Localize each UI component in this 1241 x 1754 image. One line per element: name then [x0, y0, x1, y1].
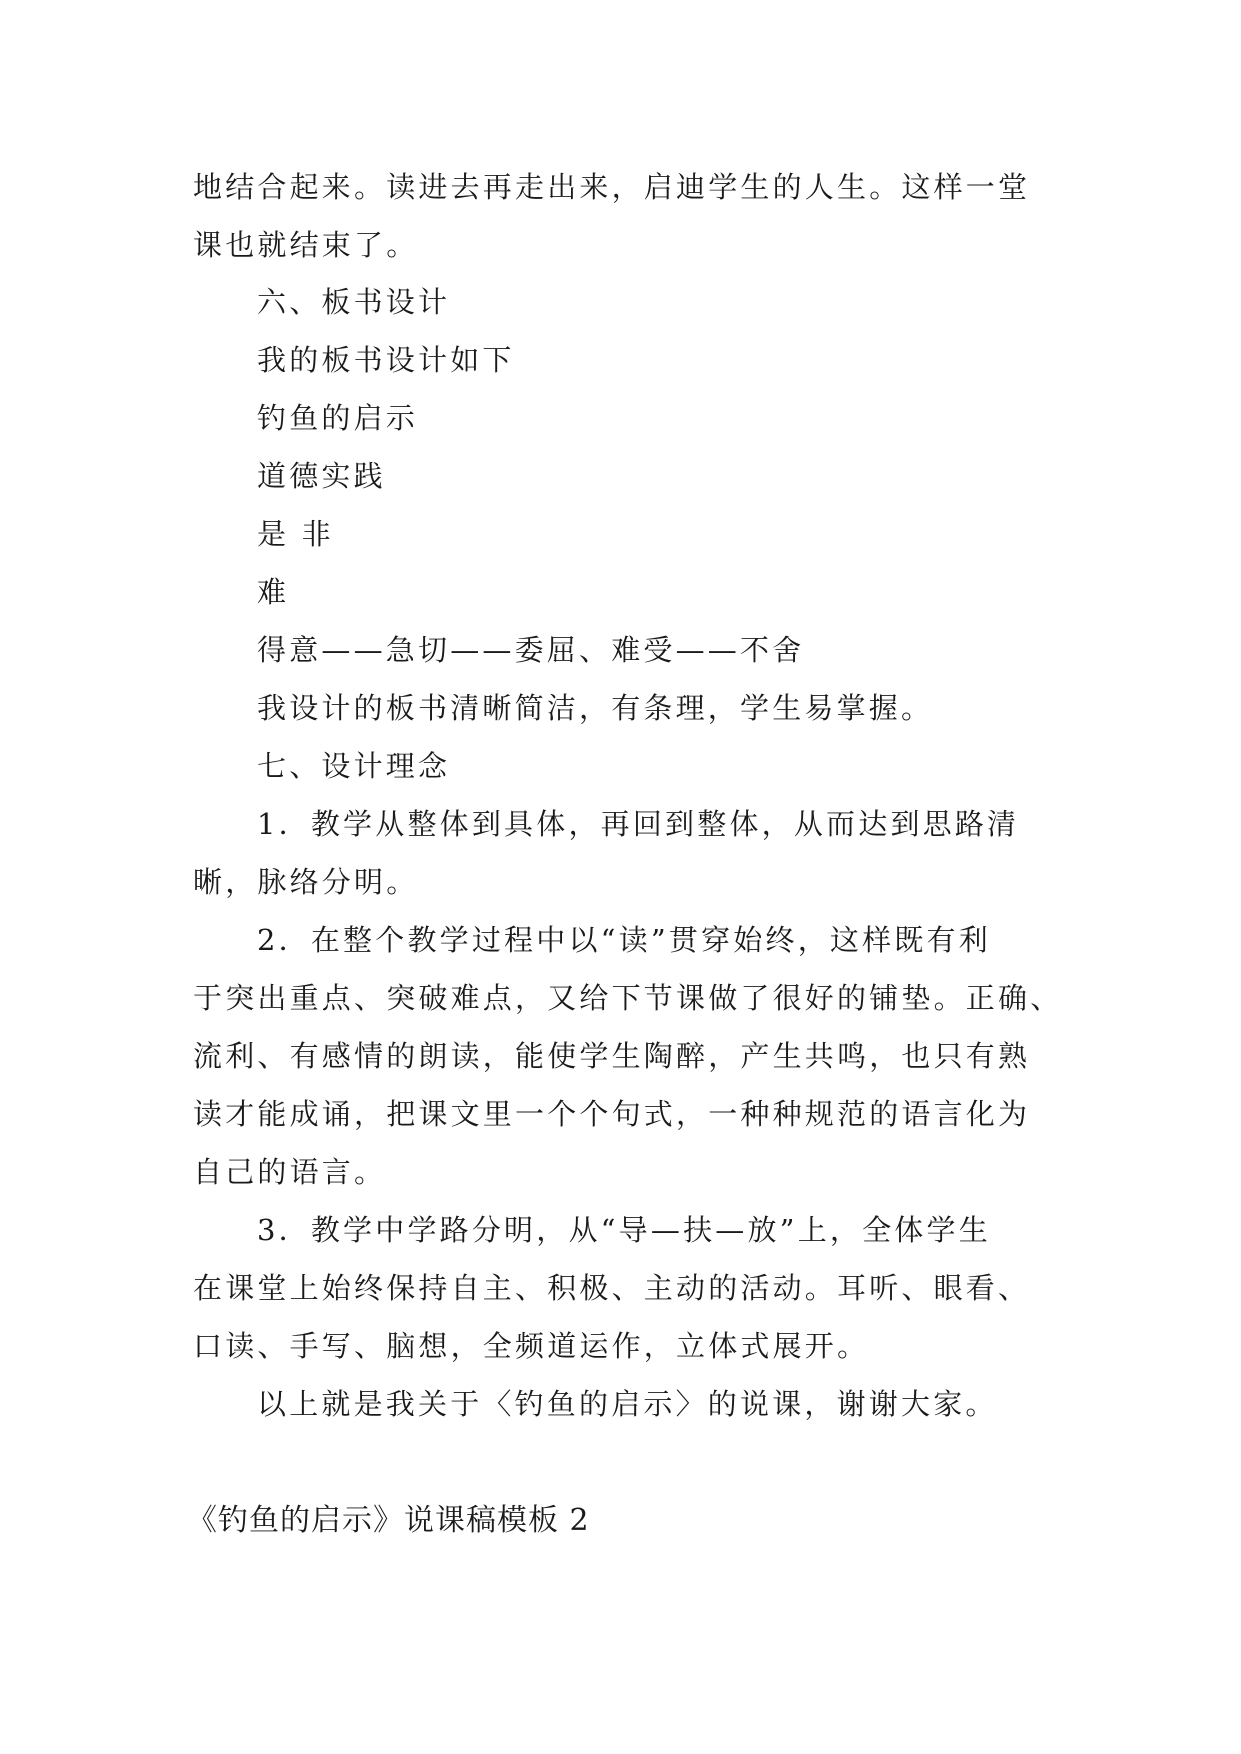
paragraph-line: 以上就是我关于〈钓鱼的启示〉的说课，谢谢大家。: [257, 1387, 998, 1421]
paragraph-line: 于突出重点、突破难点，又给下节课做了很好的铺垫。正确、: [193, 981, 1063, 1015]
paragraph-line: 2．在整个教学过程中以“读”贯穿始终，这样既有利: [257, 923, 991, 957]
section-heading: 七、设计理念: [257, 749, 451, 783]
paragraph-line: 我设计的板书清晰简洁，有条理，学生易掌握。: [257, 691, 934, 725]
paragraph-line: 1．教学从整体到具体，再回到整体，从而达到思路清: [257, 807, 1020, 841]
paragraph-line: 在课堂上始终保持自主、积极、主动的活动。耳听、眼看、: [193, 1271, 1031, 1305]
paragraph-line: 自己的语言。: [193, 1155, 387, 1189]
section-heading: 六、板书设计: [257, 285, 451, 319]
paragraph-line: 课也就结束了。: [193, 228, 419, 262]
paragraph-line: 地结合起来。读进去再走出来，启迪学生的人生。这样一堂: [193, 170, 1031, 204]
paragraph-line: 我的板书设计如下: [257, 343, 515, 377]
paragraph-line: 读才能成诵，把课文里一个个句式，一种种规范的语言化为: [193, 1097, 1031, 1131]
board-line: 钓鱼的启示: [257, 401, 419, 435]
board-line: 难: [257, 575, 290, 609]
paragraph-line: 口读、手写、脑想，全频道运作，立体式展开。: [193, 1329, 870, 1363]
board-line: 是 非: [257, 517, 334, 551]
paragraph-line: 晰，脉络分明。: [193, 865, 419, 899]
paragraph-line: 流利、有感情的朗读，能使学生陶醉，产生共鸣，也只有熟: [193, 1039, 1031, 1073]
board-line: 道德实践: [257, 459, 386, 493]
board-line: 得意——急切——委屈、难受——不舍: [257, 633, 805, 667]
document-title: 《钓鱼的启示》说课稿模板 2: [187, 1503, 590, 1538]
paragraph-line: 3．教学中学路分明，从“导—扶—放”上，全体学生: [257, 1213, 991, 1247]
